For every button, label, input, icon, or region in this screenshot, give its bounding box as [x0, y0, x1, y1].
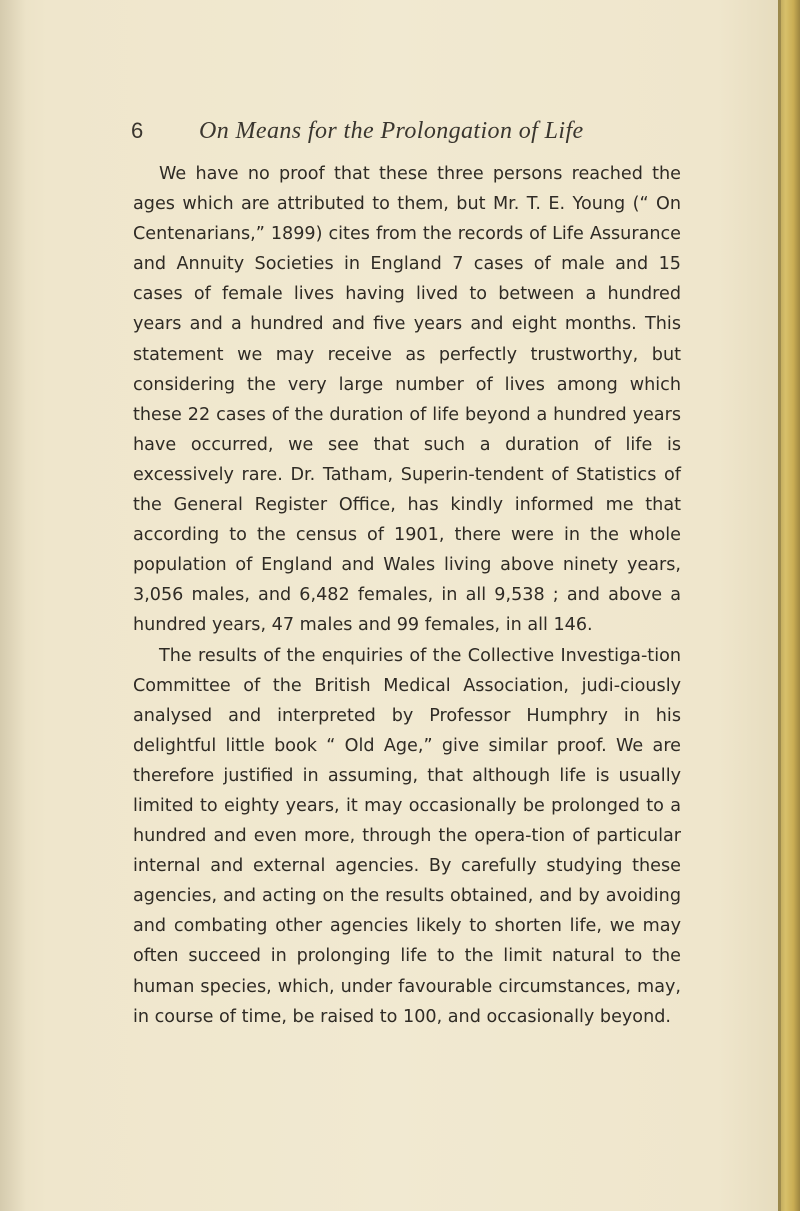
running-title: On Means for the Prolongation of Life: [199, 118, 584, 144]
body-text: [133, 159, 681, 1032]
paragraph: The results of the enquiries of the Collective Investiga-tion Committee of the British Medical Association, judi-ciously analysed and interpreted by Professor Humphry in his delightful little book “ Old Age,” give similar proof. We are therefore justified in assuming, that although life is usually limited to eighty years, it may occasionally be prolonged to a hundred and even more, through the opera-tion of particular internal and external agencies. By carefully studying these agencies, and acting on the results obtained, and by avoiding and combating other agencies likely to shorten life, we may often succeed in prolonging life to the limit natural to the human species, which, under favourable circumstances, may, in course of time, be raised to 100, and occasionally beyond.: [133, 645, 681, 1027]
binding-shadow: [0, 0, 26, 1211]
page-header: [0, 118, 780, 148]
page-number: 6: [131, 118, 144, 143]
paragraph: We have no proof that these three persons reached the ages which are attributed to them, but Mr. T. E. Young (“ On Centenarians,” 1899) cites from the records of Life Assurance and Annuity Societies in England 7 cases of male and 15 cases of female lives having lived to between a hundred years and a hundred and five years and eight months. This statement we may receive as perfectly trustworthy, but considering the very large number of lives among which these 22 cases of the duration of life beyond a hundred years have occurred, we see that such a duration of life is excessively rare. Dr. Tatham, Superin-tendent of Statistics of the General Register Office, has kindly informed me that according to the census of 1901, there were in the whole population of England and Wales living above ninety years, 3,056 males, and 6,482 females, in all 9,538 ; and above a hundred years, 47 males and 99 females, in all 146.: [133, 164, 681, 636]
page-edge: [778, 0, 800, 1211]
